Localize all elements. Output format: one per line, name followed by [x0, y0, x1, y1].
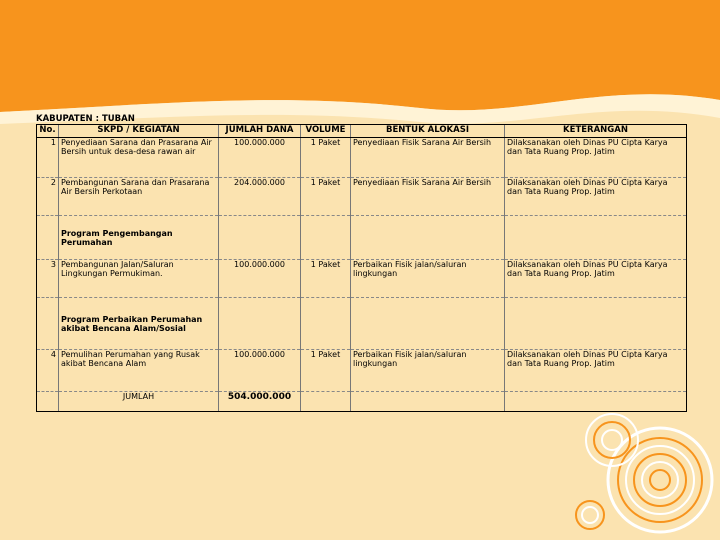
- program-title: Program Perbaikan Perumahan akibat Bencana Alam/Sosial: [59, 298, 219, 350]
- row-bentuk: Penyediaan Fisik Sarana Air Bersih: [351, 178, 505, 216]
- row-dana: 100.000.000: [219, 260, 301, 298]
- row-dana: 204.000.000: [219, 178, 301, 216]
- row-no: 1: [37, 138, 59, 178]
- total-value: 504.000.000: [219, 392, 301, 412]
- header-keterangan: KETERANGAN: [505, 125, 687, 138]
- program-row: [37, 216, 687, 260]
- total-label: JUMLAH: [59, 392, 219, 412]
- kabupaten-heading: KABUPATEN : TUBAN: [36, 114, 135, 124]
- row-no: 2: [37, 178, 59, 216]
- row-volume: 1 Paket: [301, 138, 351, 178]
- header-volume: VOLUME: [301, 125, 351, 138]
- allocation-table: [36, 124, 687, 412]
- row-keterangan: Dilaksanakan oleh Dinas PU Cipta Karya dan Tata Ruang Prop. Jatim: [505, 260, 687, 298]
- row-dana: 100.000.000: [219, 350, 301, 392]
- table-header-row: [37, 125, 687, 138]
- table-row: [37, 178, 687, 216]
- row-kegiatan: Pembangunan Sarana dan Prasarana Air Bersih Perkotaan: [59, 178, 219, 216]
- table-row: [37, 350, 687, 392]
- program-title: Program Pengembangan Perumahan: [59, 216, 219, 260]
- header-kegiatan: SKPD / KEGIATAN: [59, 125, 219, 138]
- header-bentuk: BENTUK ALOKASI: [351, 125, 505, 138]
- row-bentuk: Perbaikan Fisik jalan/saluran lingkungan: [351, 350, 505, 392]
- row-keterangan: Dilaksanakan oleh Dinas PU Cipta Karya dan Tata Ruang Prop. Jatim: [505, 178, 687, 216]
- row-keterangan: Dilaksanakan oleh Dinas PU Cipta Karya dan Tata Ruang Prop. Jatim: [505, 138, 687, 178]
- row-volume: 1 Paket: [301, 260, 351, 298]
- row-volume: 1 Paket: [301, 178, 351, 216]
- header-no: No.: [37, 125, 59, 138]
- header-dana: JUMLAH DANA: [219, 125, 301, 138]
- row-no: 4: [37, 350, 59, 392]
- table-row: [37, 260, 687, 298]
- total-row: [37, 392, 687, 412]
- row-keterangan: Dilaksanakan oleh Dinas PU Cipta Karya dan Tata Ruang Prop. Jatim: [505, 350, 687, 392]
- row-kegiatan: Pembangunan Jalan/Saluran Lingkungan Permukiman.: [59, 260, 219, 298]
- row-dana: 100.000.000: [219, 138, 301, 178]
- table-row: [37, 138, 687, 178]
- row-kegiatan: Penyediaan Sarana dan Prasarana Air Bersih untuk desa-desa rawan air: [59, 138, 219, 178]
- row-kegiatan: Pemulihan Perumahan yang Rusak akibat Bencana Alam: [59, 350, 219, 392]
- row-volume: 1 Paket: [301, 350, 351, 392]
- row-bentuk: Penyediaan Fisik Sarana Air Bersih: [351, 138, 505, 178]
- program-row: [37, 298, 687, 350]
- row-no: 3: [37, 260, 59, 298]
- row-bentuk: Perbaikan Fisik jalan/saluran lingkungan: [351, 260, 505, 298]
